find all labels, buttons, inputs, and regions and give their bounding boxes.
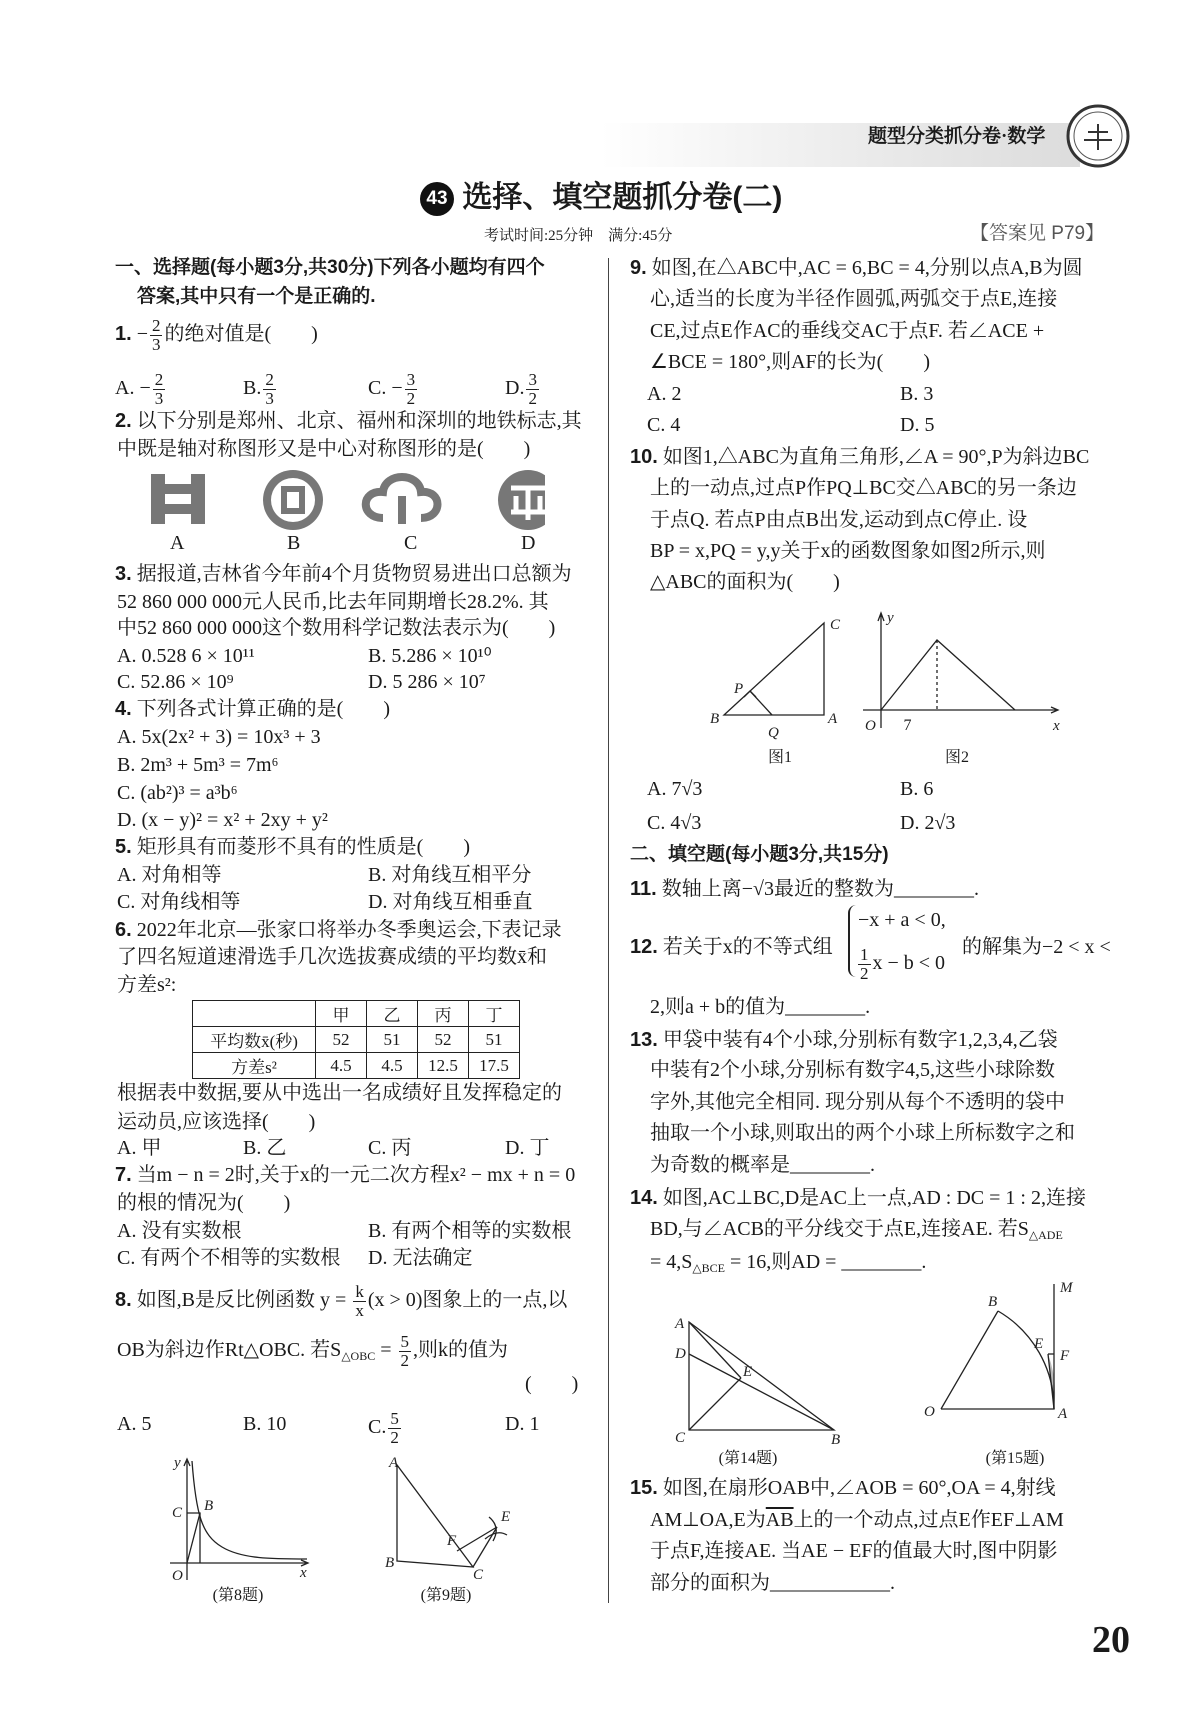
- label-e: E: [743, 1364, 753, 1380]
- label-x: x: [300, 1565, 307, 1581]
- q5-option-d[interactable]: D. 对角线互相垂直: [368, 891, 533, 913]
- label-d: D: [675, 1346, 686, 1362]
- label-y: y: [174, 1455, 181, 1471]
- question-13-cont: 抽取一个小球,则取出的两个小球上所标数字之和: [650, 1122, 1075, 1144]
- title-text: 选择、填空题抓分卷(二): [462, 181, 783, 214]
- question-3: 3. 据报道,吉林省今年前4个月货物贸易进出口总额为: [115, 563, 572, 585]
- q3-option-b[interactable]: B. 5.286 × 10¹⁰: [368, 645, 492, 667]
- logo-label-d: D: [521, 532, 536, 554]
- question-9-cont: CE,过点E作AC的垂线交AC于点F. 若∠ACE +: [650, 320, 1045, 342]
- figure-q10-1: [702, 615, 852, 743]
- question-2-cont: 中既是轴对称图形又是中心对称图形的是( ): [117, 438, 531, 460]
- logo-label-b: B: [287, 532, 301, 554]
- label-o: O: [865, 718, 876, 734]
- label-b: B: [710, 711, 720, 727]
- question-3-cont: 52 860 000 000元人民币,比去年同期增长28.2%. 其: [117, 591, 549, 613]
- label-b: B: [831, 1432, 841, 1444]
- label-y: y: [887, 610, 894, 626]
- question-15-cont: 于点F,连接AE. 当AE − EF的值最大时,图中阴影: [650, 1540, 1058, 1562]
- question-15: 15. 如图,在扇形OAB中,∠AOB = 60°,OA = 4,射线: [630, 1477, 1056, 1499]
- answer-paren: ( ): [525, 1373, 579, 1395]
- question-13: 13. 甲袋中装有4个小球,分别标有数字1,2,3,4,乙袋: [630, 1029, 1058, 1051]
- label-c: C: [675, 1430, 686, 1444]
- label-e: E: [1034, 1336, 1044, 1352]
- question-13-cont: 为奇数的概率是________.: [650, 1154, 875, 1176]
- answer-reference: 【答案见 P79】: [970, 223, 1105, 244]
- section1-heading-cont: 答案,其中只有一个是正确的.: [137, 286, 376, 307]
- figure-q9: [385, 1455, 525, 1580]
- question-14: 14. 如图,AC⊥BC,D是AC上一点,AD : DC = 1 : 2,连接: [630, 1187, 1086, 1209]
- q10-option-b[interactable]: B. 6: [900, 778, 934, 800]
- question-10-cont: △ABC的面积为( ): [650, 571, 840, 593]
- tick-7: 7: [903, 717, 912, 734]
- question-14-cont: = $4,S_{\triangle BCE} = 16$,则AD = ________.: [650, 1251, 927, 1275]
- figure-2-caption: 图2: [944, 749, 970, 766]
- q3-option-d[interactable]: D. 5 286 × 10⁷: [368, 671, 486, 693]
- question-3-cont: 中52 860 000 000这个数用科学记数法表示为( ): [117, 617, 556, 639]
- q10-option-a[interactable]: A. 7√3: [647, 778, 703, 800]
- label-a: A: [1058, 1406, 1068, 1422]
- q9-option-d[interactable]: D. 5: [900, 414, 935, 436]
- q1-option-d[interactable]: D. $\frac{3}{2}$: [505, 370, 537, 408]
- label-f: F: [1060, 1348, 1070, 1364]
- question-10: 10. 如图1,△ABC为直角三角形,∠A = 90°,P为斜边BC: [630, 446, 1090, 468]
- page-title: [420, 178, 782, 218]
- figure-15-caption: (第15题): [985, 1450, 1045, 1467]
- question-13-cont: 字外,其他完全相同. 现分别从每个不透明的袋中: [650, 1091, 1065, 1113]
- label-c: C: [473, 1567, 484, 1580]
- q6-option-b[interactable]: B. 乙: [243, 1137, 287, 1159]
- q7-option-a[interactable]: A. 没有实数根: [117, 1220, 242, 1242]
- label-q: Q: [768, 725, 779, 741]
- q9-option-b[interactable]: B. 3: [900, 383, 934, 405]
- question-9: 9. 如图,在△ABC中,AC = 6,BC = 4,分别以点A,B为圆: [630, 257, 1083, 279]
- label-m: M: [1060, 1280, 1073, 1296]
- label-c: C: [830, 617, 841, 633]
- label-p: P: [734, 681, 744, 697]
- question-15-cont: AM⊥OA,E为$\overline{AB}$上的一个动点,过点E作EF⊥AM: [650, 1509, 1064, 1531]
- logo-label-c: C: [404, 532, 418, 554]
- q6-option-c[interactable]: C. 丙: [368, 1137, 412, 1159]
- question-7-cont: 的根的情况为( ): [117, 1192, 291, 1214]
- question-1: 1. − $\frac{2}{3}$ 的绝对值是( ): [115, 316, 318, 354]
- label-f: F: [447, 1533, 457, 1549]
- zhengzhou-logo: [151, 474, 205, 524]
- inequality-2: $\frac{1}{2}$ x − b < 0: [860, 945, 946, 983]
- q4-option-c[interactable]: C. (ab²)³ = a³b⁶: [117, 782, 238, 804]
- exam-info: 考试时间:25分钟 满分:45分: [484, 228, 673, 244]
- question-6-cont: 方差s²:: [117, 974, 177, 996]
- q7-option-b[interactable]: B. 有两个相等的实数根: [368, 1220, 572, 1242]
- question-4: 4. 下列各式计算正确的是( ): [115, 698, 391, 720]
- section2-heading: 二、填空题(每小题3分,共15分): [630, 844, 889, 865]
- q3-option-a[interactable]: A. 0.528 6 × 10¹¹: [117, 645, 255, 667]
- section1-heading: 一、选择题(每小题3分,共30分)下列各小题均有四个: [115, 257, 545, 278]
- q5-option-b[interactable]: B. 对角线互相平分: [368, 864, 532, 886]
- question-6-cont: 了四名短道速滑选手几次选拔赛成绩的平均数x̄和: [117, 946, 547, 968]
- label-a: A: [675, 1316, 685, 1332]
- table-header-row: 甲 乙 丙 丁: [193, 1001, 520, 1027]
- question-11: 11. 数轴上离−√3最近的整数为________.: [630, 878, 979, 900]
- q5-option-c[interactable]: C. 对角线相等: [117, 891, 241, 913]
- inequality-1: −x + a < 0,: [858, 909, 946, 931]
- q4-option-d[interactable]: D. (x − y)² = x² + 2xy + y²: [117, 809, 328, 831]
- title-number-badge: 43: [420, 182, 454, 216]
- figure-1-caption: 图1: [767, 749, 793, 766]
- figure-q8: [162, 1455, 312, 1585]
- q4-option-a[interactable]: A. 5x(2x² + 3) = 10x³ + 3: [117, 726, 321, 748]
- question-10-cont: 上的一动点,过点P作PQ⊥BC交△ABC的另一条边: [650, 477, 1077, 499]
- label-c: C: [172, 1505, 183, 1521]
- q6-option-a[interactable]: A. 甲: [117, 1137, 162, 1159]
- q1-option-b[interactable]: B. $\frac{2}{3}$: [243, 370, 274, 408]
- question-8-cont: OB为斜边作Rt△OBC. 若$S_{\triangle OBC}$ = $\frac{5}{2}$ ,则k的值为: [117, 1332, 508, 1370]
- question-12-cont: 2,则a + b的值为________.: [650, 996, 871, 1018]
- label-b: B: [204, 1498, 214, 1514]
- question-7: 7. 当m − n = 2时,关于x的一元二次方程x² − mx + n = 0: [115, 1164, 576, 1186]
- figure-9-caption: (第9题): [420, 1587, 472, 1604]
- q8-option-c[interactable]: C. $\frac{5}{2}$: [368, 1409, 399, 1447]
- label-b: B: [385, 1555, 395, 1571]
- question-10-cont: 于点Q. 若点P由点B出发,运动到点C停止. 设: [650, 509, 1028, 531]
- label-o: O: [924, 1404, 935, 1420]
- table-row: 方差s² 4.5 4.5 12.5 17.5: [193, 1053, 520, 1079]
- question-10-cont: BP = x,PQ = y,y关于x的函数图象如图2所示,则: [650, 540, 1046, 562]
- question-8: 8. 如图,B是反比例函数 y = $\frac{k}{x}$ (x > 0)图象上的一点,以: [115, 1282, 568, 1320]
- question-9-cont: ∠BCE = 180°,则AF的长为( ): [650, 351, 930, 373]
- question-2: 2. 以下分别是郑州、北京、福州和深圳的地铁标志,其: [115, 410, 582, 432]
- series-title: 题型分类抓分卷·数学: [868, 126, 1046, 147]
- question-9-cont: 心,适当的长度为半径作圆弧,两弧交于点E,连接: [650, 288, 1058, 310]
- question-6-cont: 运动员,应该选择( ): [117, 1111, 316, 1133]
- label-a: A: [828, 711, 838, 727]
- figure-14-caption: (第14题): [718, 1450, 778, 1467]
- q5-option-a[interactable]: A. 对角相等: [117, 864, 222, 886]
- figure-q14: [669, 1312, 854, 1444]
- label-x: x: [1053, 718, 1060, 734]
- label-o: O: [172, 1568, 183, 1584]
- shenzhen-logo: [498, 470, 545, 530]
- score-table: [192, 1000, 520, 1079]
- question-12-cont: 的解集为−2 < x <: [962, 936, 1111, 958]
- page-number: 20: [1092, 1619, 1130, 1661]
- fuzhou-logo: [366, 477, 438, 524]
- label-e: E: [501, 1509, 511, 1525]
- figure-q10-2: [853, 608, 1068, 738]
- figure-q15: [914, 1278, 1079, 1434]
- q8-option-d[interactable]: D. 1: [505, 1413, 540, 1435]
- question-5: 5. 矩形具有而菱形不具有的性质是( ): [115, 836, 471, 858]
- question-6-cont: 根据表中数据,要从中选出一名成绩好且发挥稳定的: [117, 1082, 562, 1104]
- q10-option-c[interactable]: C. 4√3: [647, 812, 702, 834]
- column-divider: [608, 258, 609, 1603]
- q7-option-d[interactable]: D. 无法确定: [368, 1247, 473, 1269]
- question-14-cont: BD,与∠ACB的平分线交于点E,连接AE. 若$S_{\triangle ADE}$: [650, 1218, 1063, 1242]
- subway-logos: [145, 466, 545, 534]
- q10-option-d[interactable]: D. 2√3: [900, 812, 956, 834]
- q9-option-c[interactable]: C. 4: [647, 414, 681, 436]
- beijing-logo: [263, 470, 323, 530]
- q4-option-b[interactable]: B. 2m³ + 5m³ = 7m⁶: [117, 754, 279, 776]
- question-13-cont: 中装有2个小球,分别标有数字4,5,这些小球除数: [650, 1059, 1055, 1081]
- q3-option-c[interactable]: C. 52.86 × 10⁹: [117, 671, 234, 693]
- q7-option-c[interactable]: C. 有两个不相等的实数根: [117, 1247, 341, 1269]
- question-15-cont: 部分的面积为____________.: [650, 1572, 895, 1594]
- q6-option-d[interactable]: D. 丁: [505, 1137, 550, 1159]
- q1-option-a[interactable]: A. − $\frac{2}{3}$: [115, 370, 164, 408]
- question-12: 12. 若关于x的不等式组: [630, 936, 833, 958]
- q1-option-c[interactable]: C. − $\frac{3}{2}$: [368, 370, 416, 408]
- q9-option-a[interactable]: A. 2: [647, 383, 682, 405]
- publisher-logo: [1064, 102, 1132, 170]
- question-6: 6. 2022年北京—张家口将举办冬季奥运会,下表记录: [115, 919, 562, 941]
- label-a: A: [389, 1455, 399, 1471]
- logo-label-a: A: [170, 532, 185, 554]
- label-b: B: [988, 1294, 998, 1310]
- q8-option-b[interactable]: B. 10: [243, 1413, 287, 1435]
- figure-8-caption: (第8题): [212, 1587, 264, 1604]
- q8-option-a[interactable]: A. 5: [117, 1413, 152, 1435]
- table-row: 平均数x̄(秒) 52 51 52 51: [193, 1027, 520, 1053]
